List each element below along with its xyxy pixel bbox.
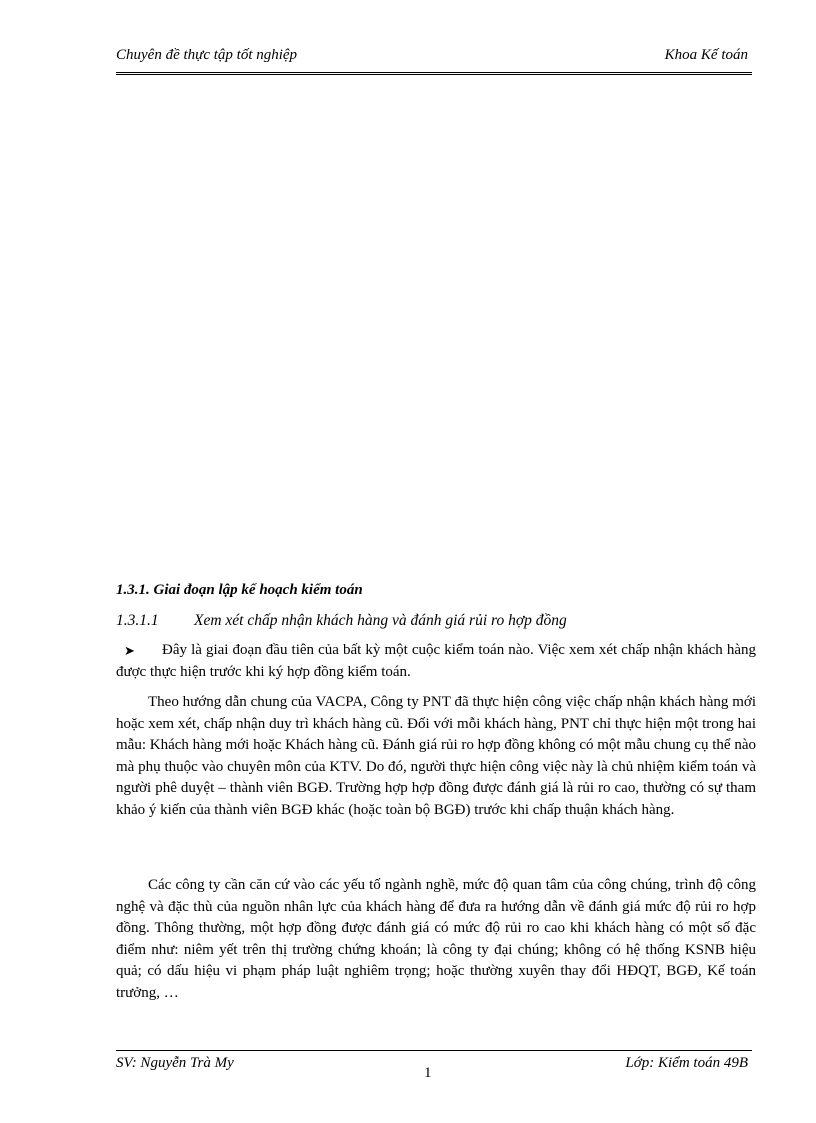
page-number: 1 <box>424 1065 432 1081</box>
subsection-title: Xem xét chấp nhận khách hàng và đánh giá rủi ro hợp đồng <box>194 612 567 629</box>
paragraph-text: Đây là giai đoạn đầu tiên của bất kỳ một cuộc kiểm toán nào. Việc xem xét chấp nhận khách hàng được thực hiện trước khi ký hợp đồng kiểm toán. <box>116 642 756 680</box>
header-divider <box>116 72 752 75</box>
header-department: Khoa Kế toán <box>664 47 748 63</box>
paragraph: Theo hướng dẫn chung của VACPA, Công ty PNT đã thực hiện công việc chấp nhận khách hàng mới hoặc xem xét, chấp nhận duy trì khách hàng cũ. Đối với mỗi khách hàng, PNT chỉ thực hiện một trong hai mẫu: Khách hàng mới hoặc Khách hàng cũ. Đánh giá rủi ro hợp đồng không có một mẫu chung cụ thể nào mà phụ thuộc vào chuyên môn của KTV. Do đó, người thực hiện công việc này là chủ nhiệm kiểm toán và người phê duyệt – thành viên BGĐ. Trường hợp hợp đồng được đánh giá là rủi ro cao, thường có sự tham khảo ý kiến của thành viên BGĐ khác (hoặc toàn bộ BGĐ) trước khi chấp thuận khách hàng. <box>116 694 756 818</box>
footer-divider <box>116 1050 752 1051</box>
footer-class: Lớp: Kiểm toán 49B <box>625 1055 748 1071</box>
paragraph: Các công ty cần căn cứ vào các yếu tố ngành nghề, mức độ quan tâm của công chúng, trình độ công nghệ và đặc thù của nguồn nhân lực của khách hàng để đưa ra hướng dẫn về đánh giá mức độ rủi ro hợp đồng. Thông thường, một hợp đồng được đánh giá có mức độ rủi ro cao khi khách hàng có một số đặc điểm như: niêm yết trên thị trường chứng khoán; là công ty đại chúng; không có hệ thống KSNB hiệu quả; có dấu hiệu vi phạm pháp luật nghiêm trọng; hoặc thường xuyên thay đổi HĐQT, BGĐ, Kế toán trưởng, … <box>116 877 756 1001</box>
subsection-number: 1.3.1.1 <box>116 612 159 629</box>
page-header <box>116 47 748 69</box>
header-title: Chuyên đề thực tập tốt nghiệp <box>116 47 298 63</box>
bullet-paragraph <box>116 640 756 683</box>
arrow-right-icon: ➤ <box>124 643 135 658</box>
section-heading: 1.3.1. Giai đoạn lập kế hoạch kiểm toán <box>116 582 363 598</box>
footer-student: SV: Nguyễn Trà My <box>116 1055 234 1071</box>
